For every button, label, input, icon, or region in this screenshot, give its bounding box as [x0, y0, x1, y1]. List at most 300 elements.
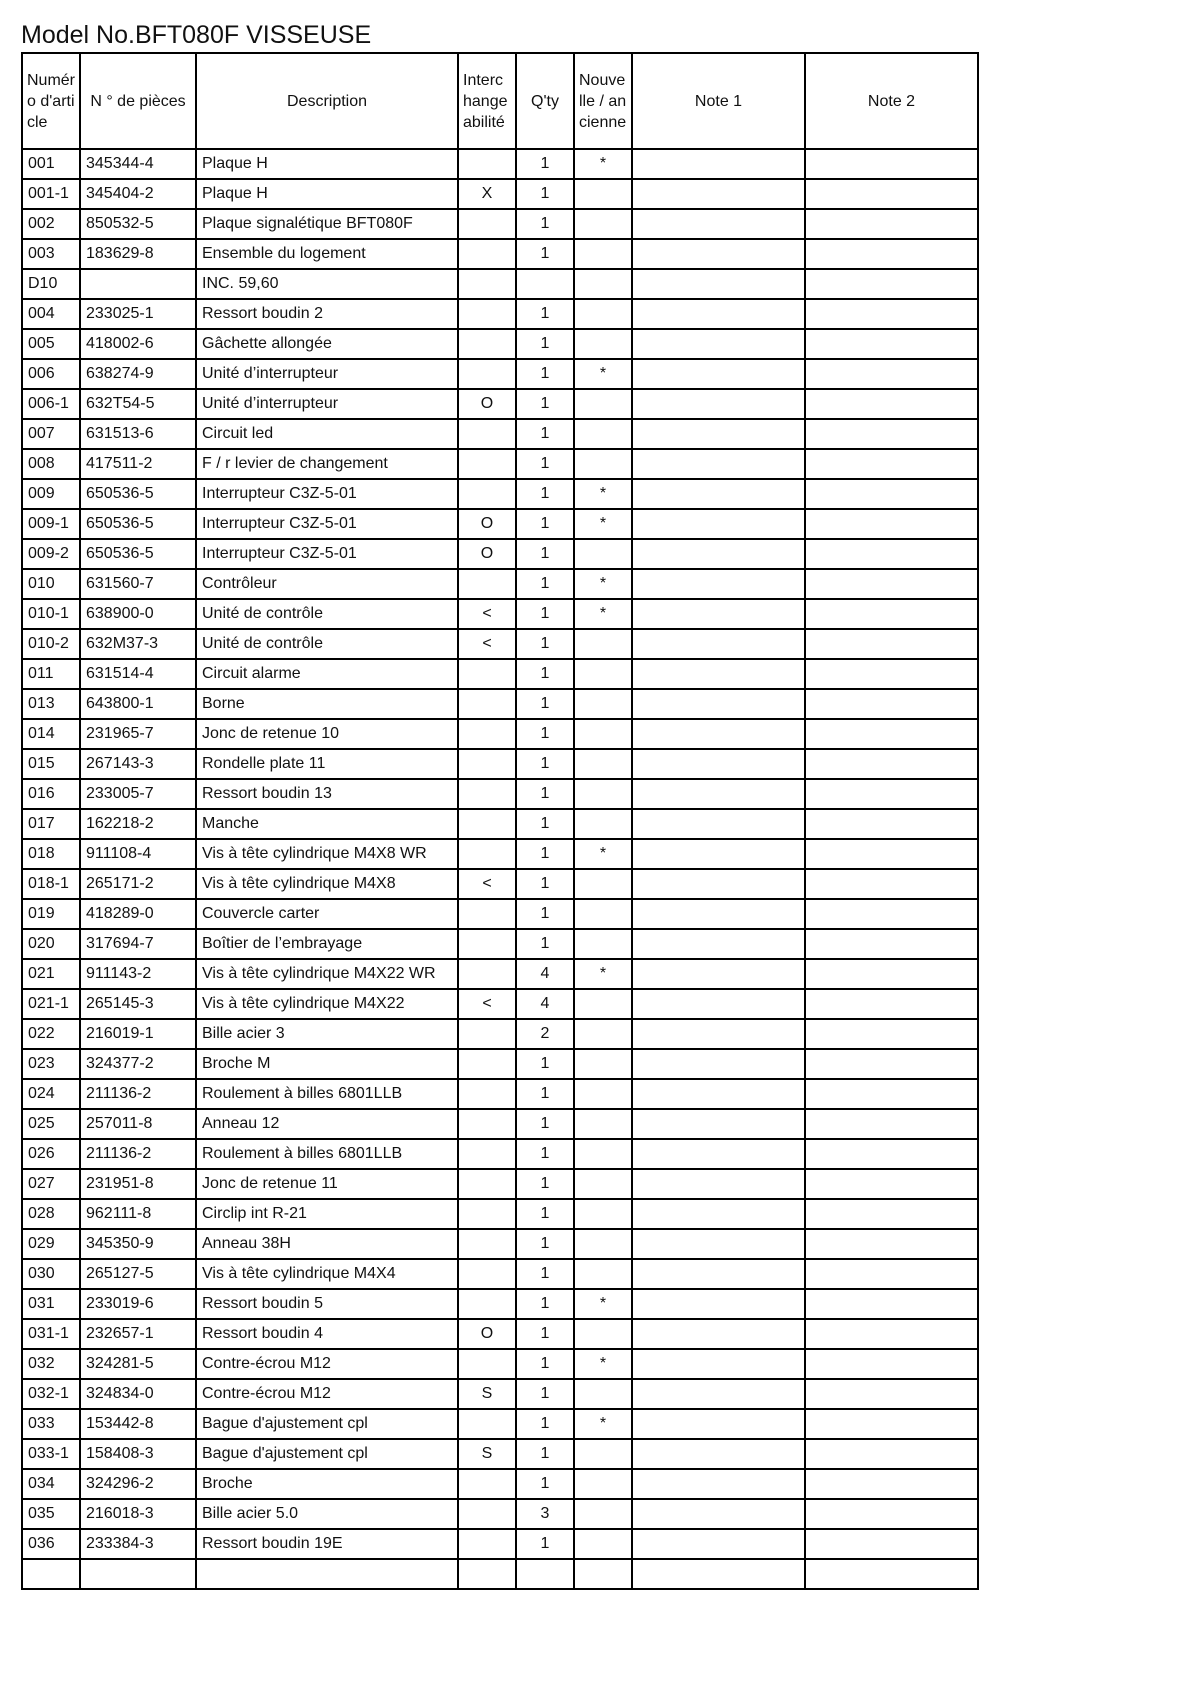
- cell-interchangeability: <: [458, 629, 516, 659]
- cell-quantity: 1: [516, 689, 574, 719]
- cell-part-number: 418002-6: [80, 329, 196, 359]
- cell-description: Plaque H: [196, 179, 458, 209]
- cell-note-1: [632, 1439, 805, 1469]
- cell-note-2: [805, 239, 978, 269]
- cell-note-1: [632, 569, 805, 599]
- cell-part-number: 233019-6: [80, 1289, 196, 1319]
- cell-new-old: [574, 929, 632, 959]
- cell-note-2: [805, 749, 978, 779]
- cell-note-2: [805, 329, 978, 359]
- cell-interchangeability: [458, 419, 516, 449]
- cell-item-number: 027: [22, 1169, 80, 1199]
- table-row: [22, 539, 978, 569]
- cell-quantity: 1: [516, 1109, 574, 1139]
- cell-new-old: *: [574, 359, 632, 389]
- cell-interchangeability: [458, 149, 516, 179]
- cell-note-2: [805, 269, 978, 299]
- cell-interchangeability: [458, 899, 516, 929]
- cell-new-old: [574, 179, 632, 209]
- cell-note-2: [805, 1439, 978, 1469]
- cell-new-old: [574, 1499, 632, 1529]
- cell-part-number: 231965-7: [80, 719, 196, 749]
- cell-note-1: [632, 839, 805, 869]
- cell-quantity: 1: [516, 869, 574, 899]
- cell-part-number: 631514-4: [80, 659, 196, 689]
- cell-item-number: 031: [22, 1289, 80, 1319]
- cell-note-2: [805, 1049, 978, 1079]
- cell-note-2: [805, 629, 978, 659]
- cell-part-number: 962111-8: [80, 1199, 196, 1229]
- table-row: [22, 479, 978, 509]
- cell-part-number: 638900-0: [80, 599, 196, 629]
- cell-description: Ressort boudin 19E: [196, 1529, 458, 1559]
- cell-interchangeability: [458, 1409, 516, 1439]
- cell-note-2: [805, 689, 978, 719]
- table-row: [22, 1559, 978, 1589]
- cell-part-number: 317694-7: [80, 929, 196, 959]
- cell-new-old: [574, 1469, 632, 1499]
- cell-note-2: [805, 1259, 978, 1289]
- cell-note-1: [632, 1349, 805, 1379]
- table-row: [22, 1229, 978, 1259]
- cell-description: Couvercle carter: [196, 899, 458, 929]
- cell-note-2: [805, 719, 978, 749]
- cell-note-2: [805, 959, 978, 989]
- cell-part-number: 158408-3: [80, 1439, 196, 1469]
- cell-interchangeability: [458, 209, 516, 239]
- cell-note-1: [632, 539, 805, 569]
- cell-description: Unité d’interrupteur: [196, 389, 458, 419]
- cell-part-number: 643800-1: [80, 689, 196, 719]
- cell-interchangeability: [458, 269, 516, 299]
- cell-note-2: [805, 149, 978, 179]
- cell-new-old: [574, 1049, 632, 1079]
- cell-note-2: [805, 1169, 978, 1199]
- cell-note-2: [805, 359, 978, 389]
- cell-part-number: 345350-9: [80, 1229, 196, 1259]
- column-header-item-number: Numéro d'article: [22, 53, 80, 149]
- table-row: [22, 1019, 978, 1049]
- cell-description: Unité d’interrupteur: [196, 359, 458, 389]
- column-header-quantity: Q'ty: [516, 53, 574, 149]
- cell-new-old: [574, 329, 632, 359]
- cell-item-number: 022: [22, 1019, 80, 1049]
- cell-new-old: [574, 1319, 632, 1349]
- cell-part-number: 265127-5: [80, 1259, 196, 1289]
- cell-description: Manche: [196, 809, 458, 839]
- cell-quantity: 2: [516, 1019, 574, 1049]
- cell-description: Borne: [196, 689, 458, 719]
- cell-part-number: 911143-2: [80, 959, 196, 989]
- table-row: [22, 1439, 978, 1469]
- cell-new-old: *: [574, 839, 632, 869]
- cell-item-number: 005: [22, 329, 80, 359]
- cell-interchangeability: [458, 689, 516, 719]
- cell-new-old: *: [574, 149, 632, 179]
- cell-quantity: 1: [516, 1319, 574, 1349]
- cell-quantity: 1: [516, 209, 574, 239]
- cell-new-old: *: [574, 1289, 632, 1319]
- cell-quantity: 1: [516, 1139, 574, 1169]
- table-row: [22, 689, 978, 719]
- column-header-description: Description: [196, 53, 458, 149]
- cell-description: Ressort boudin 2: [196, 299, 458, 329]
- cell-part-number: 183629-8: [80, 239, 196, 269]
- cell-description: Contre-écrou M12: [196, 1379, 458, 1409]
- cell-note-2: [805, 1229, 978, 1259]
- cell-interchangeability: O: [458, 539, 516, 569]
- cell-new-old: [574, 779, 632, 809]
- cell-item-number: 009: [22, 479, 80, 509]
- cell-note-1: [632, 239, 805, 269]
- cell-new-old: [574, 1379, 632, 1409]
- cell-note-1: [632, 1529, 805, 1559]
- cell-part-number: 233005-7: [80, 779, 196, 809]
- cell-new-old: [574, 719, 632, 749]
- cell-quantity: 1: [516, 509, 574, 539]
- cell-interchangeability: S: [458, 1439, 516, 1469]
- cell-part-number: 216018-3: [80, 1499, 196, 1529]
- cell-note-2: [805, 539, 978, 569]
- cell-note-1: [632, 299, 805, 329]
- table-row: [22, 1379, 978, 1409]
- cell-description: Gâchette allongée: [196, 329, 458, 359]
- cell-new-old: [574, 659, 632, 689]
- cell-note-1: [632, 1079, 805, 1109]
- cell-note-1: [632, 1379, 805, 1409]
- cell-description: Vis à tête cylindrique M4X8: [196, 869, 458, 899]
- cell-new-old: [574, 1229, 632, 1259]
- cell-note-2: [805, 659, 978, 689]
- cell-new-old: *: [574, 509, 632, 539]
- table-row: [22, 659, 978, 689]
- cell-item-number: 020: [22, 929, 80, 959]
- cell-note-1: [632, 719, 805, 749]
- cell-interchangeability: [458, 449, 516, 479]
- cell-note-2: [805, 1499, 978, 1529]
- cell-note-1: [632, 749, 805, 779]
- cell-description: Contrôleur: [196, 569, 458, 599]
- cell-note-1: [632, 1019, 805, 1049]
- cell-interchangeability: [458, 1139, 516, 1169]
- cell-note-1: [632, 329, 805, 359]
- cell-quantity: 1: [516, 1409, 574, 1439]
- cell-interchangeability: [458, 659, 516, 689]
- cell-quantity: 1: [516, 539, 574, 569]
- cell-item-number: 017: [22, 809, 80, 839]
- cell-item-number: 018: [22, 839, 80, 869]
- cell-note-2: [805, 1319, 978, 1349]
- cell-quantity: 1: [516, 1049, 574, 1079]
- cell-note-2: [805, 839, 978, 869]
- cell-quantity: 1: [516, 719, 574, 749]
- cell-description: Bague d'ajustement cpl: [196, 1409, 458, 1439]
- cell-note-1: [632, 599, 805, 629]
- cell-interchangeability: [458, 569, 516, 599]
- cell-item-number: 007: [22, 419, 80, 449]
- cell-quantity: 1: [516, 659, 574, 689]
- cell-part-number: 232657-1: [80, 1319, 196, 1349]
- cell-description: Vis à tête cylindrique M4X4: [196, 1259, 458, 1289]
- cell-description: Bille acier 3: [196, 1019, 458, 1049]
- cell-interchangeability: <: [458, 599, 516, 629]
- cell-item-number: 032-1: [22, 1379, 80, 1409]
- cell-note-1: [632, 269, 805, 299]
- cell-quantity: 1: [516, 1289, 574, 1319]
- cell-part-number: 233384-3: [80, 1529, 196, 1559]
- cell-interchangeability: [458, 749, 516, 779]
- cell-new-old: [574, 389, 632, 419]
- cell-item-number: 030: [22, 1259, 80, 1289]
- cell-interchangeability: <: [458, 989, 516, 1019]
- cell-description: F / r levier de changement: [196, 449, 458, 479]
- cell-note-2: [805, 209, 978, 239]
- table-row: [22, 1199, 978, 1229]
- cell-note-2: [805, 1079, 978, 1109]
- cell-quantity: 1: [516, 1259, 574, 1289]
- cell-item-number: 021-1: [22, 989, 80, 1019]
- table-row: [22, 569, 978, 599]
- cell-item-number: 026: [22, 1139, 80, 1169]
- cell-new-old: [574, 269, 632, 299]
- cell-description: Anneau 38H: [196, 1229, 458, 1259]
- cell-description: Roulement à billes 6801LLB: [196, 1079, 458, 1109]
- cell-note-1: [632, 989, 805, 1019]
- cell-interchangeability: X: [458, 179, 516, 209]
- column-header-note-1: Note 1: [632, 53, 805, 149]
- cell-quantity: 1: [516, 749, 574, 779]
- cell-interchangeability: [458, 239, 516, 269]
- cell-part-number: 162218-2: [80, 809, 196, 839]
- cell-interchangeability: [458, 839, 516, 869]
- cell-note-2: [805, 779, 978, 809]
- cell-note-2: [805, 479, 978, 509]
- cell-interchangeability: [458, 1559, 516, 1589]
- cell-interchangeability: O: [458, 509, 516, 539]
- cell-note-2: [805, 1199, 978, 1229]
- table-row: [22, 899, 978, 929]
- cell-part-number: 650536-5: [80, 509, 196, 539]
- cell-description: INC. 59,60: [196, 269, 458, 299]
- cell-part-number: 211136-2: [80, 1079, 196, 1109]
- cell-note-2: [805, 509, 978, 539]
- cell-description: Vis à tête cylindrique M4X22: [196, 989, 458, 1019]
- cell-part-number: [80, 1559, 196, 1589]
- cell-note-1: [632, 1229, 805, 1259]
- cell-note-2: [805, 899, 978, 929]
- cell-item-number: 013: [22, 689, 80, 719]
- cell-interchangeability: O: [458, 389, 516, 419]
- cell-note-1: [632, 809, 805, 839]
- cell-item-number: 009-1: [22, 509, 80, 539]
- cell-item-number: 025: [22, 1109, 80, 1139]
- table-row: [22, 749, 978, 779]
- cell-interchangeability: [458, 1289, 516, 1319]
- cell-quantity: 1: [516, 929, 574, 959]
- cell-description: Interrupteur C3Z-5-01: [196, 509, 458, 539]
- table-row: [22, 239, 978, 269]
- cell-note-2: [805, 1409, 978, 1439]
- cell-part-number: 345344-4: [80, 149, 196, 179]
- cell-description: Anneau 12: [196, 1109, 458, 1139]
- cell-note-2: [805, 389, 978, 419]
- cell-new-old: *: [574, 1349, 632, 1379]
- cell-item-number: 014: [22, 719, 80, 749]
- cell-description: Vis à tête cylindrique M4X22 WR: [196, 959, 458, 989]
- cell-description: Rondelle plate 11: [196, 749, 458, 779]
- table-row: [22, 449, 978, 479]
- cell-part-number: 911108-4: [80, 839, 196, 869]
- cell-description: Circlip int R-21: [196, 1199, 458, 1229]
- table-row: [22, 179, 978, 209]
- cell-interchangeability: [458, 1469, 516, 1499]
- cell-description: Interrupteur C3Z-5-01: [196, 539, 458, 569]
- cell-quantity: 1: [516, 1379, 574, 1409]
- cell-quantity: 1: [516, 419, 574, 449]
- cell-description: Ressort boudin 5: [196, 1289, 458, 1319]
- cell-quantity: 1: [516, 479, 574, 509]
- cell-item-number: 001-1: [22, 179, 80, 209]
- table-row: [22, 869, 978, 899]
- cell-part-number: 324377-2: [80, 1049, 196, 1079]
- table-row: [22, 1409, 978, 1439]
- table-row: [22, 359, 978, 389]
- cell-note-1: [632, 149, 805, 179]
- cell-part-number: 850532-5: [80, 209, 196, 239]
- cell-quantity: 1: [516, 779, 574, 809]
- cell-quantity: 1: [516, 809, 574, 839]
- cell-note-1: [632, 629, 805, 659]
- cell-new-old: [574, 629, 632, 659]
- cell-note-2: [805, 569, 978, 599]
- cell-note-2: [805, 449, 978, 479]
- cell-quantity: 1: [516, 1199, 574, 1229]
- cell-interchangeability: [458, 719, 516, 749]
- cell-description: Ressort boudin 4: [196, 1319, 458, 1349]
- cell-quantity: 1: [516, 899, 574, 929]
- table-row: [22, 779, 978, 809]
- column-header-note-2: Note 2: [805, 53, 978, 149]
- table-row: [22, 269, 978, 299]
- table-row: [22, 389, 978, 419]
- table-row: [22, 989, 978, 1019]
- cell-item-number: 032: [22, 1349, 80, 1379]
- cell-description: Jonc de retenue 10: [196, 719, 458, 749]
- cell-description: Circuit alarme: [196, 659, 458, 689]
- cell-item-number: 024: [22, 1079, 80, 1109]
- cell-item-number: 001: [22, 149, 80, 179]
- table-row: [22, 1349, 978, 1379]
- cell-part-number: 267143-3: [80, 749, 196, 779]
- cell-note-2: [805, 809, 978, 839]
- cell-part-number: 265145-3: [80, 989, 196, 1019]
- cell-description: Interrupteur C3Z-5-01: [196, 479, 458, 509]
- cell-interchangeability: [458, 299, 516, 329]
- cell-description: Vis à tête cylindrique M4X8 WR: [196, 839, 458, 869]
- cell-interchangeability: [458, 329, 516, 359]
- table-row: [22, 929, 978, 959]
- cell-part-number: 631560-7: [80, 569, 196, 599]
- cell-quantity: 1: [516, 329, 574, 359]
- cell-new-old: [574, 419, 632, 449]
- cell-note-1: [632, 929, 805, 959]
- cell-part-number: 345404-2: [80, 179, 196, 209]
- cell-note-2: [805, 869, 978, 899]
- cell-quantity: 1: [516, 389, 574, 419]
- cell-new-old: *: [574, 599, 632, 629]
- cell-item-number: 036: [22, 1529, 80, 1559]
- cell-interchangeability: <: [458, 869, 516, 899]
- cell-description: Bille acier 5.0: [196, 1499, 458, 1529]
- cell-new-old: [574, 1439, 632, 1469]
- cell-quantity: 1: [516, 1079, 574, 1109]
- cell-description: Ressort boudin 13: [196, 779, 458, 809]
- table-row: [22, 1529, 978, 1559]
- cell-item-number: 004: [22, 299, 80, 329]
- cell-note-1: [632, 1499, 805, 1529]
- cell-quantity: 1: [516, 599, 574, 629]
- cell-part-number: 632M37-3: [80, 629, 196, 659]
- cell-quantity: 1: [516, 1229, 574, 1259]
- cell-interchangeability: [458, 1109, 516, 1139]
- cell-item-number: 033: [22, 1409, 80, 1439]
- cell-note-1: [632, 509, 805, 539]
- cell-new-old: [574, 1259, 632, 1289]
- cell-item-number: 019: [22, 899, 80, 929]
- cell-note-1: [632, 1559, 805, 1589]
- cell-description: Jonc de retenue 11: [196, 1169, 458, 1199]
- table-row: [22, 329, 978, 359]
- cell-item-number: 009-2: [22, 539, 80, 569]
- cell-item-number: 010-2: [22, 629, 80, 659]
- parts-table: [21, 52, 979, 1590]
- cell-note-2: [805, 1349, 978, 1379]
- cell-part-number: 257011-8: [80, 1109, 196, 1139]
- cell-item-number: 028: [22, 1199, 80, 1229]
- cell-item-number: 010: [22, 569, 80, 599]
- cell-description: Bague d'ajustement cpl: [196, 1439, 458, 1469]
- table-row: [22, 509, 978, 539]
- cell-new-old: [574, 1529, 632, 1559]
- cell-part-number: [80, 269, 196, 299]
- table-row: [22, 1049, 978, 1079]
- cell-part-number: 324834-0: [80, 1379, 196, 1409]
- cell-new-old: [574, 1109, 632, 1139]
- cell-note-2: [805, 299, 978, 329]
- cell-note-1: [632, 1409, 805, 1439]
- cell-note-2: [805, 1139, 978, 1169]
- cell-interchangeability: [458, 779, 516, 809]
- table-row: [22, 1289, 978, 1319]
- cell-quantity: 1: [516, 1529, 574, 1559]
- cell-new-old: [574, 749, 632, 779]
- cell-description: Broche M: [196, 1049, 458, 1079]
- cell-quantity: 1: [516, 1439, 574, 1469]
- cell-note-2: [805, 1109, 978, 1139]
- cell-note-2: [805, 419, 978, 449]
- cell-quantity: 1: [516, 299, 574, 329]
- cell-part-number: 265171-2: [80, 869, 196, 899]
- cell-part-number: 418289-0: [80, 899, 196, 929]
- cell-item-number: 006: [22, 359, 80, 389]
- cell-part-number: 631513-6: [80, 419, 196, 449]
- cell-item-number: 031-1: [22, 1319, 80, 1349]
- cell-note-2: [805, 1469, 978, 1499]
- cell-description: Ensemble du logement: [196, 239, 458, 269]
- cell-interchangeability: O: [458, 1319, 516, 1349]
- cell-item-number: 008: [22, 449, 80, 479]
- cell-part-number: 211136-2: [80, 1139, 196, 1169]
